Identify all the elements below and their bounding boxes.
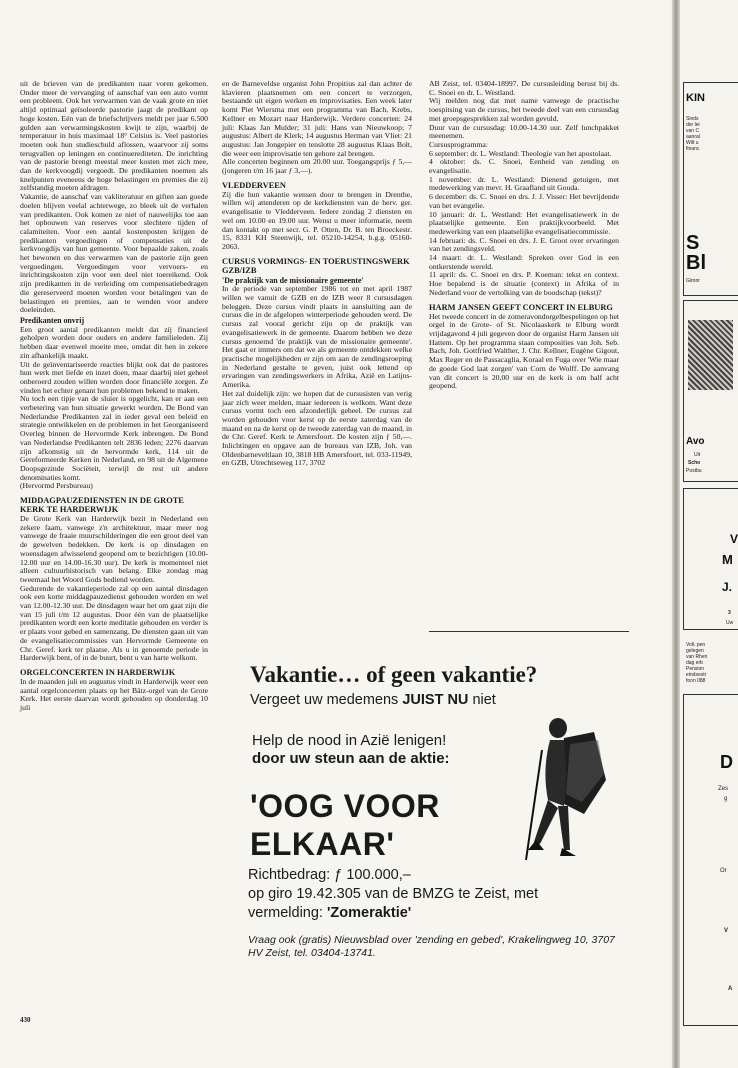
paragraph: 4 oktober: ds. C. Snoei, Eenheid van zending en evangelisatie. (429, 157, 619, 176)
paragraph: AB Zeist, tel. 03404-18997. De cursusleiding berust bij ds. C. Snoei en dr. L. Westland. (429, 79, 619, 97)
column-3 (429, 80, 619, 391)
paragraph: Vakantie, de aanschaf van vakliteratuur en giften aan goede doelen blijven veelal achterwege, zo bleek uit de verhalen van predikanten. Ook komen ze niet of nauwelijks toe aan het opbouwen van reserves voor slechtere tijden of calamiteiten. Voor een aantal kostenposten krijgen de predikanten vergoedingen of compensaties uit de kerkvoogdijs van hun gemeente. Voor bepaalde zaken, zoals het bewonen en dus verwarmen van de pastorie zijn geen vergoedingen. Vergoedingen voor vervoers- en inrichtingskosten zijn voor een deel niet toereikend. Ook zijn predikanten in de verleiding om compensatiebedragen die gereserveerd moeten worden voor betalingen van de belastingen en premies, aan te wenden voor andere doeleinden. (20, 192, 208, 315)
facing-text: aanral (686, 134, 700, 140)
facing-text: dag erb (686, 660, 703, 666)
facing-text: Voll. pen (686, 642, 706, 648)
source-credit: (Hervormd Persbureau) (20, 481, 93, 491)
facing-text: Uw (726, 620, 734, 626)
paragraph: 6 september: dr. L. Westland: Theologie van het apostolaat. (429, 148, 612, 158)
ad-help-line-1: Help de nood in Azië lenigen! (252, 732, 447, 749)
article-heading: ORGELCONCERTEN IN HARDERWIJK (20, 668, 176, 677)
paragraph: Een groot aantal predikanten meldt dat zij financieel geholpen worden door ouders en andere familieleden. Zij hebben daar evenwel moeite mee, omdat dit hen in zekere zin afhankelijk maakt. (20, 324, 208, 360)
facing-text: Gironr (686, 278, 700, 284)
ad-subtitle-post: niet (468, 692, 496, 708)
subheading: 'De praktijk van de missionaire gemeente' (222, 275, 364, 285)
paragraph: Wij melden nog dat met name vanwege de practische toespitsing van de cursus, het tweede deel van een cursusdag met groepsgesprekken zal worden gevuld. (429, 96, 619, 123)
paragraph: Het zal duidelijk zijn: we hopen dat de cursusisten van verig jaar zich weer melden, maar iedereen is welkom. Want deze cursus vormt toch een afzonderlijk geheel. De cursus zal worden gehouden voor kerst op de eerste zaterdag van de maand en na de kerst op de tweede zaterdag van de maand, in de Chr. Geref. Kerk te Amersfoort. De kosten zijn ƒ 50,—. Inlichtingen en opgave aan de bureaus van IZB, Joh. van Oldenbarneveltlaan 10, 3818 HB Amersfoort, tel. 033-11949, en GZB, Utrechtseweg 117, 3702 (222, 388, 412, 468)
advertisement-box (224, 640, 631, 959)
facing-text: der lei (686, 122, 700, 128)
book-gutter (672, 0, 680, 1068)
facing-text: Wilt u (686, 140, 699, 146)
divider-rule (429, 631, 629, 632)
page-number: 430 (20, 1016, 31, 1024)
article-heading: HARM JANSEN GEEFT CONCERT IN ELBURG (429, 302, 613, 312)
paragraph: In de periode van september 1986 tot en met april 1987 willen we vanuit de GZB en de IZB weer 8 cursusdagen beleggen. Deze cursus vindt plaats in aansluiting aan de cursus die in de afgelopen winterperiode gehouden werd. De cursus zal vooral gericht zijn op de praktijk van evangelisatiewerk in de gemeente. Daarom hebben we deze cursus genoemd 'de praktijk van de missionaire gemeente'. Het gaat er immers om dat we als gemeente ontdekken welke practische mogelijkheden er zijn om aan de zendingsroeping in Nederland gestalte te geven, juist ook lettend op ervaringen van zendingswerkers in Afrika, Azië en Latijns-Amerika. (222, 284, 412, 390)
ad-giro-info (248, 885, 588, 923)
paragraph: Gedurende de vakantieperiode zal op een aantal dinsdagen ook een korte middagpauzedienst gehouden worden en wel van 12.00-12.30 uur. De dinsdagen waar het om gaat zijn die van 15 juli t/m 12 augustus. Door één van de plaatselijke predikanten wordt een korte meditatie gehouden en verder is er plaats voor gebed en samenzang. De diensten gaan uit van de evangelisatiecommissies van Hervormde Gemeente en Chr. Geref. kerk ter plaatse. Als u in genoemde periode in Harderwijk bent, of in de buurt, bent u van harte welkom. (20, 583, 208, 663)
paragraph: uit de brieven van de predikanten naar voren gekomen. Onder meer de vervanging of aanschaf van een auto vormt een probleem. Ook het verwarmen van de vaak grote en niet altijd optimaal geïsoleerde pastorie jaagt de predikant op hoge kosten. Eén van de briefschrijvers meldt per jaar 6.500 gulden aan verwarmingskosten kwijt te zijn, waarbij de temperatuur in huis maximaal 18° Celsius is. Veel pastories moeten ook hun studieschuld aflossen, waarvoor zij soms terugvallen op leningen en continuerediteten. De inrichting van de pastorie brengt meestal meer kosten met zich mee, dan de kerkvoogdij vergoedt. De predikanten noemen als knelpunten eveneens de hoge belastingen en premies die zij zelfstandig moeten afdragen. (20, 79, 208, 193)
facing-text: Pension (686, 666, 705, 672)
facing-text: Uit (694, 452, 701, 458)
paragraph: In de maanden juli en augustus vindt in Harderwijk weer een aantal orgelconcerten plaats op het Bätz-orgel van de Grote Kerk. Het eerste daarvan wordt gehouden op donderdag 10 juli (20, 677, 208, 713)
facing-text: J. (722, 580, 733, 594)
hiker-illustration-icon (524, 710, 614, 880)
paragraph: Cursusprogramma: (429, 139, 488, 149)
facing-text: D (720, 752, 733, 772)
ad-subtitle-emphasis: JUIST NU (402, 692, 469, 708)
paragraph: Nu toch een tipje van de sluier is opgelicht, kan er aan een verbetering van hun situatie gewerkt worden. De Bond van Nederlandse Predikanten zal in ieder geval een beleid en strategie ontwikkelen en de problemen in het Georganiseerd Overleg binnen de Hervormde Kerk inbrengen. De Bond van Nederlandse Predikanten telt 2836 leden; 2276 daarvan zijn afkomstig uit de hervormde kerk, 114 uit de Gereformeerde Kerken in Nederland, en 98 uit de Algemene Doopsgezinde Sociëteit, terwijl de rest uit andere denominaties komt. (20, 394, 208, 482)
ad-help-line-2: door uw steun aan de aktie: (252, 750, 450, 767)
paragraph: Zij die hun vakantie wensen door te brengen in Drenthe, willen wij attenderen op de kerkdiensten van de herv. ger. evangelisatie te Vledderveen. Iedere zondag 2 diensten en wel om 10.00 en 19.00 uur. Wenst u meer informatie, neem dan kontakt op met secr. G. P. Otten, Dr. B. ten Broeckestr. 15, 8331 KH Steenwijk, tel. 05210-14254, b.g.g. 05160-2063. (222, 189, 412, 251)
facing-text: 3 (728, 610, 731, 616)
ad-target-amount: Richtbedrag: ƒ 100.000,– (248, 867, 411, 883)
facing-text: Or (720, 868, 727, 874)
facing-text: financ (686, 146, 700, 152)
ad-slogan (250, 787, 440, 863)
ad-title: Vakantie… of geen vakantie? (250, 662, 538, 687)
article-heading: VLEDDERVEEN (222, 180, 286, 190)
facing-box (683, 694, 738, 1026)
facing-text: Sinds (686, 116, 699, 122)
paragraph: De Grote Kerk van Harderwijk bezit in Nederland een zekere faam, vanwege z'n architektuur, maar meer nog vanwege de fraaie muurschilderingen die een groot deel van de gewelven bedekken. De kerk is op dinsdagen en woensdagen afwisselend geopend om te bezichtigen (10.00-12.00 uur en 14.00-16.30 uur). De kerk is momenteel niet alleen cultuurhistorisch van belang. Elke zondag mag tweemaal het Woord Gods bediend worden. (20, 514, 208, 584)
paragraph: Het tweede concert in de zomeravondorgelbespelingen op het orgel in de Grote- of St. Nicolaaskerk te Elburg wordt vrijdagavond 4 juli gegeven door de organist Harm Jansen uit Hattem. Op het programma staan composities van Joh. Seb. Bach, Joh. Gottfried Walther, J. Chr. Kellner, Eugène Gigout, Max Reger en de Passacaglia, Koraal en Fuga over 'Wie maar de goede God laat zorgen' van Corn de Wolff. De aanvang van dit concert is 20,00 uur en de kerk is om half acht geopend. (429, 311, 619, 391)
facing-text: Avo (686, 436, 705, 447)
facing-text: eindsestr (686, 672, 707, 678)
paragraph: Duur van de cursusdag: 10.00-14.30 uur. Zelf lunchpakket meenemen. (429, 122, 619, 141)
facing-photo (688, 320, 733, 390)
facing-text: Zes (718, 786, 729, 792)
ad-subtitle-pre: Vergeet uw medemens (250, 692, 403, 708)
paragraph: 10 januari: dr. L. Westland: Het evangelisatiewerk in de plaatselijke gemeente. Een praktijkvoorbeeld. Met medewerking van een plaatselijke evangelisatiecommissie. (429, 209, 619, 236)
facing-text: Postbu (686, 468, 702, 474)
facing-text: Scho (688, 460, 701, 466)
ad-giro-emphasis: 'Zomeraktie' (326, 905, 412, 921)
facing-text: gelegen (686, 648, 704, 654)
facing-page-strip (680, 0, 738, 1068)
facing-text: van C (686, 128, 700, 134)
ad-giro-text: op giro 19.42.305 van de BMZG te Zeist, met vermelding: (248, 886, 539, 921)
ad-footnote: Vraag ook (gratis) Nieuwsblad over 'zending en gebed', Krakelingweg 10, 3707 HV Zeist, tel. 03404-13741. (248, 934, 615, 959)
facing-text: M (722, 552, 733, 567)
facing-text: Bl (686, 252, 706, 274)
ad-subtitle (250, 692, 496, 708)
paragraph: 11 april: ds. C. Snoei en drs. P. Koeman: tekst en context. Hoe bepalend is de situatie (context) in Afrika of in Nederland voor de vertolking van de boodschap (tekst)? (429, 270, 619, 297)
facing-text: van Rhen (686, 654, 708, 660)
paragraph: 6 december: ds. C. Snoei en drs. J. J. Visser: Het bevrijdende van het evangelie. (429, 192, 619, 210)
paragraph: 14 maart: dr. L. Westland: Spreken over God in een ontkerstende wereld. (429, 253, 619, 271)
paragraph: 1 november: dr. L. Westland: Dienend getuigen, met medewerking van mevr. H. Graafland uit Gouda. (429, 174, 619, 193)
facing-text: g (724, 796, 728, 802)
ad-slogan-line-2: ELKAAR' (250, 826, 395, 862)
ad-help-text (252, 732, 450, 768)
column-1 (20, 80, 208, 713)
article-heading: MIDDAGPAUZEDIENSTEN IN DE GROTE KERK TE HARDERWIJK (20, 496, 184, 515)
paragraph: Uit de geïnventariseerde reacties blijkt ook dat de pastores hun werk met liefde en inzet doen, maar daarbij niet geheel onberoerd zouden willen worden door financiële zorgen. Ze vinden het echter genant hun problemen bekend te maken. (20, 359, 208, 395)
facing-text: S (686, 232, 700, 254)
facing-text: V (724, 928, 729, 934)
subheading: Predikanten onvrij (20, 315, 85, 325)
facing-text: foon 088 (686, 678, 706, 684)
facing-text: KIN (686, 92, 705, 104)
paragraph: Alle concerten beginnen om 20.00 uur. Toegangsprijs ƒ 5,— (jongeren t/m 16 jaar ƒ 3,—). (222, 157, 412, 176)
ad-slogan-line-1: 'OOG VOOR (250, 788, 440, 824)
facing-text: A (728, 986, 733, 992)
paragraph: en de Barneveldse organist John Propitius zal dan achter de klavieren plaatsnemen om een concert te verzorgen, bestaande uit eigen werken en improvisaties. Een week later komt Piet Wiersma met een programma van Bach, Krebs, Kellner en Mozart naar Harderwijk. Verdere concerten: 24 juli: Klaas Jan Mulder; 31 juli: Hans van Nieuwkoop; 7 augustus: Albert de Klerk; 14 augustus Herman van Vliet: 21 augustus: Jan Jongepier en tenslotte 28 augustus Klaas Bolt, die weer een improvisatie ten gehore zal brengen. (222, 79, 412, 158)
facing-text: V (730, 532, 738, 546)
column-2 (222, 80, 412, 468)
paragraph: 14 februari: ds. C. Snoei en drs. J. E. Groot over ervaringen van het zendingsveld. (429, 235, 619, 254)
article-heading: CURSUS VORMINGS- EN TOERUSTINGSWERK GZB/IZB (222, 256, 410, 275)
